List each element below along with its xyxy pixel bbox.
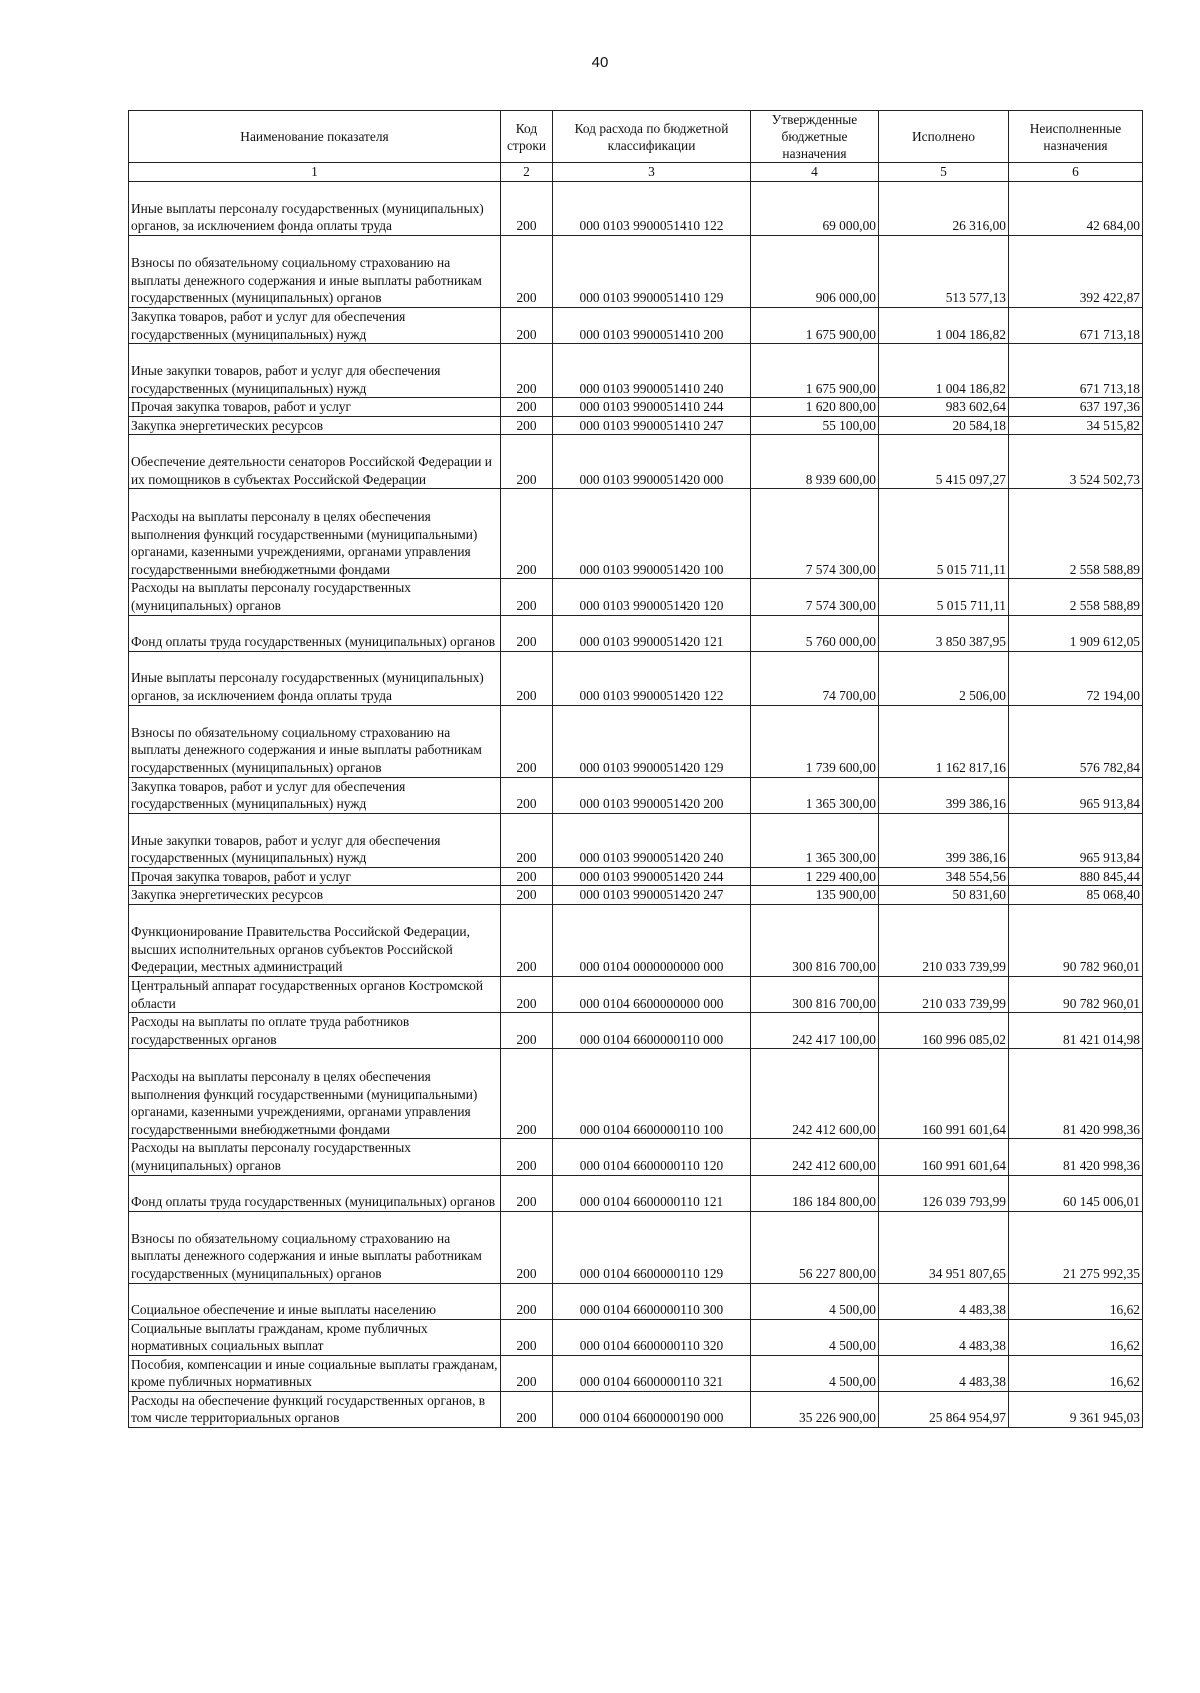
table-row [129, 1139, 1143, 1175]
row-name: Функционирование Правительства Российской Федерации, высших исполнительных органов субъектов Российской Федерации, местных администраций [129, 904, 501, 976]
table-row [129, 435, 1143, 489]
row-unexecuted: 90 782 960,01 [1009, 904, 1143, 976]
row-executed: 4 483,38 [879, 1355, 1009, 1391]
table-row [129, 867, 1143, 886]
row-unexecuted: 392 422,87 [1009, 236, 1143, 308]
row-unexecuted: 2 558 588,89 [1009, 579, 1143, 615]
row-line-code: 200 [501, 1283, 553, 1319]
row-line-code: 200 [501, 1139, 553, 1175]
row-name: Расходы на выплаты по оплате труда работников государственных органов [129, 1013, 501, 1049]
table-row [129, 1211, 1143, 1283]
row-unexecuted: 42 684,00 [1009, 182, 1143, 236]
header-unexecuted: Неисполненные назначения [1009, 111, 1143, 163]
table-row [129, 1049, 1143, 1139]
row-line-code: 200 [501, 1013, 553, 1049]
row-line-code: 200 [501, 777, 553, 813]
row-approved: 300 816 700,00 [751, 904, 879, 976]
row-budget-code: 000 0104 6600000110 129 [553, 1211, 751, 1283]
table-row [129, 1283, 1143, 1319]
row-unexecuted: 576 782,84 [1009, 705, 1143, 777]
table-row [129, 579, 1143, 615]
row-name: Взносы по обязательному социальному страхованию на выплаты денежного содержания и иные выплаты работникам государственных (муниципальных) органов [129, 236, 501, 308]
row-name: Закупка энергетических ресурсов [129, 886, 501, 905]
row-budget-code: 000 0103 9900051420 000 [553, 435, 751, 489]
row-name: Прочая закупка товаров, работ и услуг [129, 398, 501, 417]
row-name: Взносы по обязательному социальному страхованию на выплаты денежного содержания и иные выплаты работникам государственных (муниципальных) органов [129, 1211, 501, 1283]
row-executed: 126 039 793,99 [879, 1175, 1009, 1211]
row-name: Социальные выплаты гражданам, кроме публичных нормативных социальных выплат [129, 1319, 501, 1355]
row-approved: 1 739 600,00 [751, 705, 879, 777]
row-budget-code: 000 0103 9900051420 244 [553, 867, 751, 886]
row-line-code: 200 [501, 976, 553, 1012]
row-executed: 1 004 186,82 [879, 308, 1009, 344]
row-budget-code: 000 0104 6600000110 300 [553, 1283, 751, 1319]
row-budget-code: 000 0104 0000000000 000 [553, 904, 751, 976]
header-name: Наименование показателя [129, 111, 501, 163]
row-executed: 513 577,13 [879, 236, 1009, 308]
row-executed: 2 506,00 [879, 651, 1009, 705]
row-line-code: 200 [501, 398, 553, 417]
table-header-row [129, 111, 1143, 163]
row-budget-code: 000 0103 9900051420 120 [553, 579, 751, 615]
row-name: Прочая закупка товаров, работ и услуг [129, 867, 501, 886]
row-line-code: 200 [501, 236, 553, 308]
header-budget-code: Код расхода по бюджетной классификации [553, 111, 751, 163]
row-approved: 7 574 300,00 [751, 489, 879, 579]
row-line-code: 200 [501, 705, 553, 777]
row-approved: 4 500,00 [751, 1283, 879, 1319]
row-line-code: 200 [501, 579, 553, 615]
column-number: 2 [501, 163, 553, 182]
row-line-code: 200 [501, 344, 553, 398]
row-unexecuted: 16,62 [1009, 1355, 1143, 1391]
row-budget-code: 000 0103 9900051410 247 [553, 416, 751, 435]
row-unexecuted: 1 909 612,05 [1009, 615, 1143, 651]
table-row [129, 904, 1143, 976]
row-executed: 160 996 085,02 [879, 1013, 1009, 1049]
row-executed: 25 864 954,97 [879, 1391, 1009, 1427]
row-line-code: 200 [501, 813, 553, 867]
row-budget-code: 000 0104 6600000110 120 [553, 1139, 751, 1175]
row-line-code: 200 [501, 308, 553, 344]
row-unexecuted: 965 913,84 [1009, 777, 1143, 813]
row-budget-code: 000 0103 9900051420 100 [553, 489, 751, 579]
row-name: Центральный аппарат государственных органов Костромской области [129, 976, 501, 1012]
table-row [129, 308, 1143, 344]
row-name: Фонд оплаты труда государственных (муниципальных) органов [129, 1175, 501, 1211]
row-approved: 4 500,00 [751, 1355, 879, 1391]
header-executed: Исполнено [879, 111, 1009, 163]
row-executed: 4 483,38 [879, 1319, 1009, 1355]
row-line-code: 200 [501, 886, 553, 905]
table-row [129, 705, 1143, 777]
row-executed: 399 386,16 [879, 777, 1009, 813]
row-approved: 69 000,00 [751, 182, 879, 236]
row-approved: 135 900,00 [751, 886, 879, 905]
row-line-code: 200 [501, 1355, 553, 1391]
row-name: Иные выплаты персоналу государственных (муниципальных) органов, за исключением фонда оплаты труда [129, 182, 501, 236]
row-line-code: 200 [501, 615, 553, 651]
row-budget-code: 000 0104 6600000190 000 [553, 1391, 751, 1427]
row-approved: 35 226 900,00 [751, 1391, 879, 1427]
row-executed: 1 004 186,82 [879, 344, 1009, 398]
row-budget-code: 000 0103 9900051410 200 [553, 308, 751, 344]
row-approved: 300 816 700,00 [751, 976, 879, 1012]
row-approved: 74 700,00 [751, 651, 879, 705]
row-name: Взносы по обязательному социальному страхованию на выплаты денежного содержания и иные выплаты работникам государственных (муниципальных) органов [129, 705, 501, 777]
row-name: Расходы на обеспечение функций государственных органов, в том числе территориальных органов [129, 1391, 501, 1427]
row-budget-code: 000 0103 9900051410 240 [553, 344, 751, 398]
row-name: Расходы на выплаты персоналу в целях обеспечения выполнения функций государственными (муниципальными) органами, казенными учреждениями, органами управления государственными внебюджетными фондами [129, 489, 501, 579]
header-approved: Утвержденные бюджетные назначения [751, 111, 879, 163]
page-number: 40 [591, 54, 609, 71]
row-executed: 3 850 387,95 [879, 615, 1009, 651]
row-budget-code: 000 0103 9900051410 122 [553, 182, 751, 236]
row-executed: 20 584,18 [879, 416, 1009, 435]
row-executed: 26 316,00 [879, 182, 1009, 236]
table-row [129, 615, 1143, 651]
table-row [129, 1355, 1143, 1391]
table-body [129, 182, 1143, 1428]
row-name: Иные закупки товаров, работ и услуг для обеспечения государственных (муниципальных) нужд [129, 813, 501, 867]
row-approved: 242 412 600,00 [751, 1049, 879, 1139]
row-unexecuted: 965 913,84 [1009, 813, 1143, 867]
row-line-code: 200 [501, 651, 553, 705]
row-name: Закупка энергетических ресурсов [129, 416, 501, 435]
row-unexecuted: 85 068,40 [1009, 886, 1143, 905]
row-approved: 242 417 100,00 [751, 1013, 879, 1049]
table-row [129, 489, 1143, 579]
row-budget-code: 000 0103 9900051420 200 [553, 777, 751, 813]
row-approved: 8 939 600,00 [751, 435, 879, 489]
row-budget-code: 000 0104 6600000000 000 [553, 976, 751, 1012]
row-approved: 186 184 800,00 [751, 1175, 879, 1211]
column-number: 5 [879, 163, 1009, 182]
row-approved: 56 227 800,00 [751, 1211, 879, 1283]
row-line-code: 200 [501, 1049, 553, 1139]
row-executed: 210 033 739,99 [879, 904, 1009, 976]
row-budget-code: 000 0103 9900051410 244 [553, 398, 751, 417]
row-unexecuted: 21 275 992,35 [1009, 1211, 1143, 1283]
row-budget-code: 000 0103 9900051410 129 [553, 236, 751, 308]
table-row [129, 813, 1143, 867]
row-line-code: 200 [501, 1175, 553, 1211]
column-number: 6 [1009, 163, 1143, 182]
row-name: Расходы на выплаты персоналу государственных (муниципальных) органов [129, 579, 501, 615]
table-row [129, 416, 1143, 435]
row-budget-code: 000 0103 9900051420 121 [553, 615, 751, 651]
row-budget-code: 000 0103 9900051420 240 [553, 813, 751, 867]
row-approved: 1 675 900,00 [751, 344, 879, 398]
row-executed: 348 554,56 [879, 867, 1009, 886]
row-line-code: 200 [501, 904, 553, 976]
row-executed: 983 602,64 [879, 398, 1009, 417]
header-line-code: Код строки [501, 111, 553, 163]
row-name: Закупка товаров, работ и услуг для обеспечения государственных (муниципальных) нужд [129, 777, 501, 813]
row-line-code: 200 [501, 1319, 553, 1355]
row-executed: 160 991 601,64 [879, 1139, 1009, 1175]
row-unexecuted: 81 421 014,98 [1009, 1013, 1143, 1049]
row-unexecuted: 81 420 998,36 [1009, 1139, 1143, 1175]
row-name: Иные закупки товаров, работ и услуг для обеспечения государственных (муниципальных) нужд [129, 344, 501, 398]
row-approved: 1 365 300,00 [751, 813, 879, 867]
column-number: 4 [751, 163, 879, 182]
row-name: Фонд оплаты труда государственных (муниципальных) органов [129, 615, 501, 651]
table-row [129, 777, 1143, 813]
row-budget-code: 000 0104 6600000110 320 [553, 1319, 751, 1355]
row-name: Иные выплаты персоналу государственных (муниципальных) органов, за исключением фонда оплаты труда [129, 651, 501, 705]
table-row [129, 1319, 1143, 1355]
column-number: 3 [553, 163, 751, 182]
table-row [129, 398, 1143, 417]
row-name: Расходы на выплаты персоналу государственных (муниципальных) органов [129, 1139, 501, 1175]
row-unexecuted: 34 515,82 [1009, 416, 1143, 435]
row-executed: 1 162 817,16 [879, 705, 1009, 777]
row-executed: 50 831,60 [879, 886, 1009, 905]
table-row [129, 1013, 1143, 1049]
row-line-code: 200 [501, 435, 553, 489]
row-approved: 906 000,00 [751, 236, 879, 308]
row-budget-code: 000 0103 9900051420 247 [553, 886, 751, 905]
row-executed: 5 015 711,11 [879, 489, 1009, 579]
row-executed: 5 415 097,27 [879, 435, 1009, 489]
row-name: Пособия, компенсации и иные социальные выплаты гражданам, кроме публичных нормативных [129, 1355, 501, 1391]
row-unexecuted: 880 845,44 [1009, 867, 1143, 886]
row-approved: 242 412 600,00 [751, 1139, 879, 1175]
row-budget-code: 000 0103 9900051420 122 [553, 651, 751, 705]
row-executed: 4 483,38 [879, 1283, 1009, 1319]
table-row [129, 651, 1143, 705]
row-unexecuted: 2 558 588,89 [1009, 489, 1143, 579]
row-approved: 7 574 300,00 [751, 579, 879, 615]
row-name: Социальное обеспечение и иные выплаты населению [129, 1283, 501, 1319]
budget-execution-table [128, 110, 1143, 1428]
row-approved: 1 620 800,00 [751, 398, 879, 417]
row-line-code: 200 [501, 489, 553, 579]
row-budget-code: 000 0104 6600000110 000 [553, 1013, 751, 1049]
row-unexecuted: 16,62 [1009, 1319, 1143, 1355]
row-budget-code: 000 0104 6600000110 100 [553, 1049, 751, 1139]
row-line-code: 200 [501, 867, 553, 886]
row-line-code: 200 [501, 416, 553, 435]
row-unexecuted: 3 524 502,73 [1009, 435, 1143, 489]
row-budget-code: 000 0103 9900051420 129 [553, 705, 751, 777]
row-unexecuted: 671 713,18 [1009, 344, 1143, 398]
row-approved: 1 675 900,00 [751, 308, 879, 344]
row-unexecuted: 16,62 [1009, 1283, 1143, 1319]
row-unexecuted: 637 197,36 [1009, 398, 1143, 417]
row-line-code: 200 [501, 1211, 553, 1283]
row-executed: 5 015 711,11 [879, 579, 1009, 615]
row-unexecuted: 60 145 006,01 [1009, 1175, 1143, 1211]
row-executed: 34 951 807,65 [879, 1211, 1009, 1283]
table-row [129, 976, 1143, 1012]
column-number: 1 [129, 163, 501, 182]
row-unexecuted: 9 361 945,03 [1009, 1391, 1143, 1427]
row-name: Обеспечение деятельности сенаторов Российской Федерации и их помощников в субъектах Российской Федерации [129, 435, 501, 489]
row-unexecuted: 72 194,00 [1009, 651, 1143, 705]
row-budget-code: 000 0104 6600000110 121 [553, 1175, 751, 1211]
table-row [129, 1391, 1143, 1427]
table-row [129, 236, 1143, 308]
row-name: Расходы на выплаты персоналу в целях обеспечения выполнения функций государственными (муниципальными) органами, казенными учреждениями, органами управления государственными внебюджетными фондами [129, 1049, 501, 1139]
row-name: Закупка товаров, работ и услуг для обеспечения государственных (муниципальных) нужд [129, 308, 501, 344]
row-approved: 1 229 400,00 [751, 867, 879, 886]
table-row [129, 1175, 1143, 1211]
row-approved: 55 100,00 [751, 416, 879, 435]
row-executed: 210 033 739,99 [879, 976, 1009, 1012]
row-budget-code: 000 0104 6600000110 321 [553, 1355, 751, 1391]
table-row [129, 182, 1143, 236]
row-approved: 4 500,00 [751, 1319, 879, 1355]
row-unexecuted: 90 782 960,01 [1009, 976, 1143, 1012]
column-number-row [129, 163, 1143, 182]
table-row [129, 886, 1143, 905]
row-approved: 1 365 300,00 [751, 777, 879, 813]
row-unexecuted: 671 713,18 [1009, 308, 1143, 344]
row-line-code: 200 [501, 182, 553, 236]
table-row [129, 344, 1143, 398]
row-executed: 160 991 601,64 [879, 1049, 1009, 1139]
row-executed: 399 386,16 [879, 813, 1009, 867]
row-approved: 5 760 000,00 [751, 615, 879, 651]
row-unexecuted: 81 420 998,36 [1009, 1049, 1143, 1139]
row-line-code: 200 [501, 1391, 553, 1427]
